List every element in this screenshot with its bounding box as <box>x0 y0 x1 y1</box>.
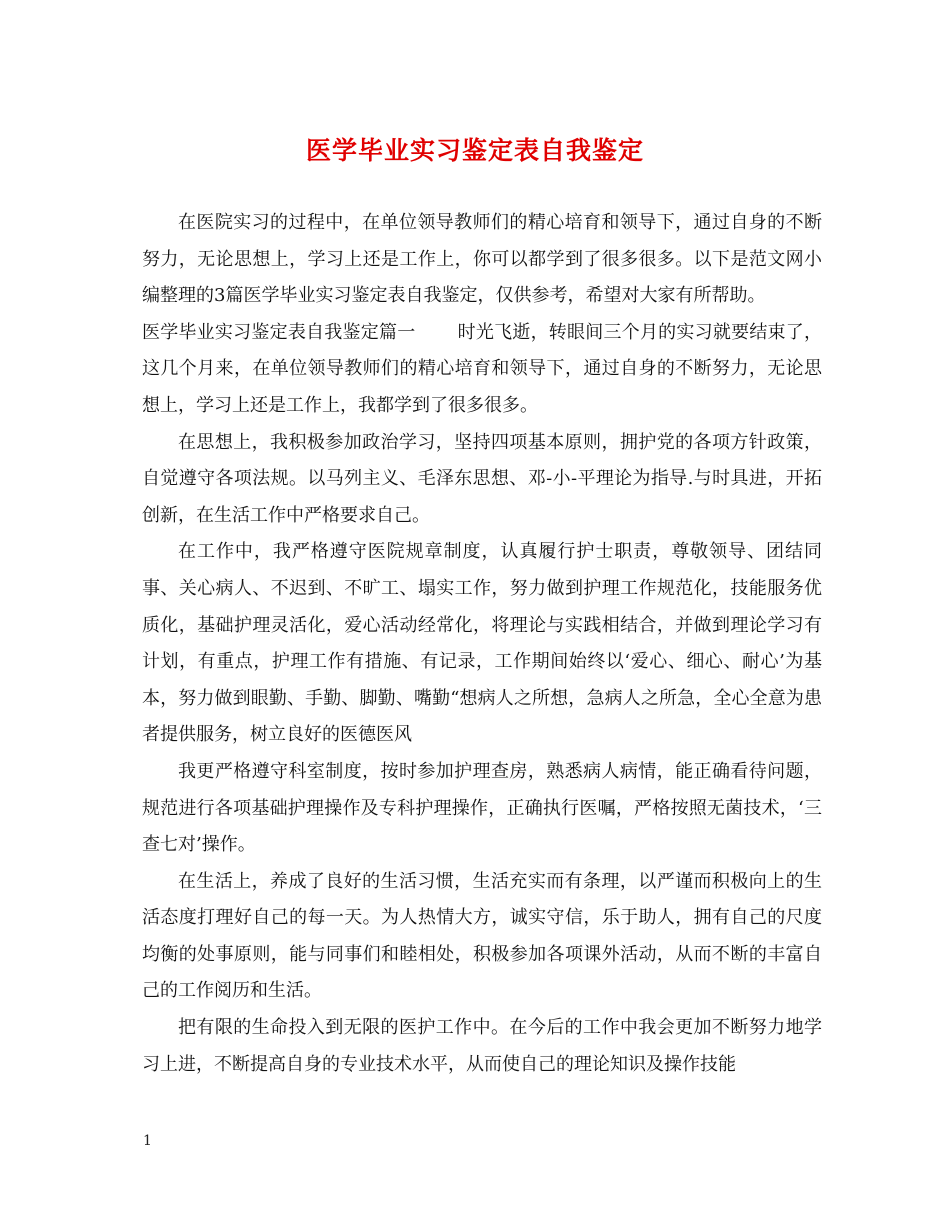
closing-paragraph: 把有限的生命投入到无限的医护工作中。在今后的工作中我会更加不断努力地学习上进，不断提高自身的专业技术水平，从而使自己的理论知识及操作技能 <box>142 1017 822 1075</box>
intro-paragraph: 在医院实习的过程中，在单位领导教师们的精心培育和领导下，通过自身的不断努力，无论思想上，学习上还是工作上，你可以都学到了很多很多。以下是范文网小编整理的3篇医学毕业实习鉴定表自我鉴定，仅供参考，希望对大家有所帮助。 <box>142 212 822 307</box>
page-number: 1 <box>143 1133 152 1149</box>
department-paragraph: 我更严格遵守科室制度，按时参加护理查房，熟悉病人病情，能正确看待问题，规范进行各项基础护理操作及专科护理操作，正确执行医嘱，严格按照无菌技术，‘三查七对’操作。 <box>142 760 822 856</box>
section-heading: 医学毕业实习鉴定表自我鉴定篇一 <box>142 321 416 343</box>
document-title: 医学毕业实习鉴定表自我鉴定 <box>305 136 644 165</box>
life-paragraph: 在生活上，养成了良好的生活习惯，生活充实而有条理，以严谨而积极向上的生活态度打理好自己的每一天。为人热情大方，诚实守信，乐于助人，拥有自己的尺度均衡的处事原则，能与同事们和睦相处，积极参加各项课外活动，从而不断的丰富自己的工作阅历和生活。 <box>142 870 822 1002</box>
section-one-paragraph <box>142 315 822 425</box>
work-paragraph: 在工作中，我严格遵守医院规章制度，认真履行护士职责，尊敬领导、团结同事、关心病人、不迟到、不旷工、塌实工作，努力做到护理工作规范化，技能服务优质化，基础护理灵活化，爱心活动经常化，将理论与实践相结合，并做到理论学习有计划，有重点，护理工作有措施、有记录，工作期间始终以‘爱心、细心、耐心’为基本，努力做到眼勤、手勤、脚勤、嘴勤“想病人之所想，急病人之所急，全心全意为患者提供服务，树立良好的医德医风 <box>142 541 822 746</box>
document-body <box>142 205 822 1083</box>
section-one-text: 时光飞逝，转眼间三个月的实习就要结束了，这几个月来，在单位领导教师们的精心培育和领导下，通过自身的不断努力，无论思想上，学习上还是工作上，我都学到了很多很多。 <box>142 321 823 416</box>
thought-paragraph: 在思想上，我积极参加政治学习，坚持四项基本原则，拥护党的各项方针政策，自觉遵守各项法规。以马列主义、毛泽东思想、邓-小-平理论为指导.与时具进，开拓创新，在生活工作中严格要求自己。 <box>142 431 822 526</box>
